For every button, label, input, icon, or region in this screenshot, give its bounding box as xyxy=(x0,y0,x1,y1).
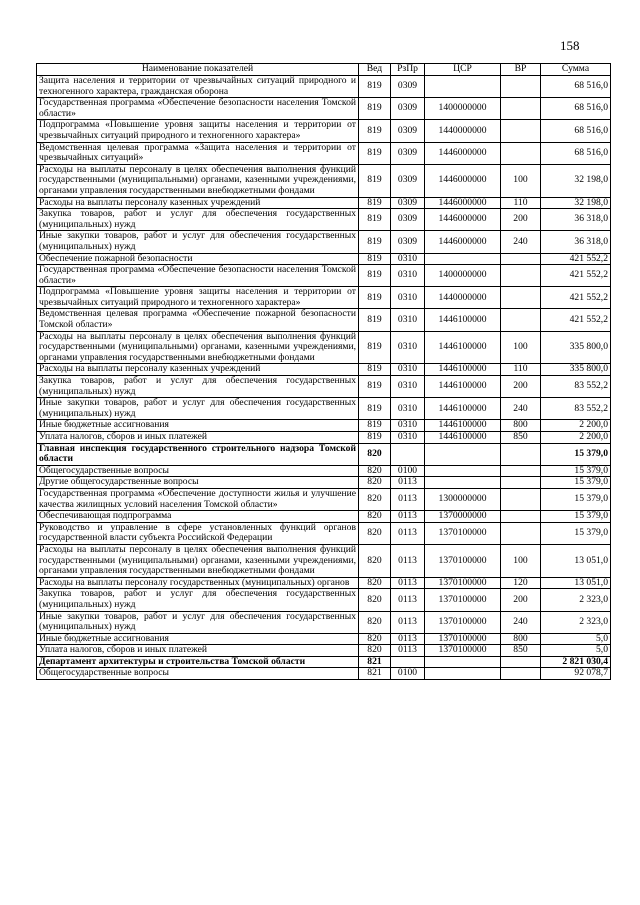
cell-vr xyxy=(501,265,541,287)
cell-name: Ведомственная целевая программа «Обеспечение пожарной безопасности Томской области» xyxy=(37,309,359,331)
table-header-row xyxy=(37,64,611,76)
cell-ved: 819 xyxy=(359,331,391,364)
cell-vr xyxy=(501,511,541,523)
cell-name: Иные закупки товаров, работ и услуг для обеспечения государственных (муниципальных) нужд xyxy=(37,231,359,253)
table-row xyxy=(37,577,611,589)
cell-name: Ведомственная целевая программа «Защита населения и территории от чрезвычайных ситуаций» xyxy=(37,142,359,164)
cell-vr: 100 xyxy=(501,331,541,364)
cell-rzpr: 0113 xyxy=(391,645,425,657)
cell-ved: 820 xyxy=(359,645,391,657)
cell-vr: 800 xyxy=(501,633,541,645)
cell-csr xyxy=(425,668,501,680)
cell-rzpr: 0113 xyxy=(391,477,425,489)
cell-ved: 820 xyxy=(359,522,391,544)
cell-vr xyxy=(501,443,541,465)
cell-name: Расходы на выплаты персоналу казенных учреждений xyxy=(37,364,359,376)
cell-sum: 421 552,2 xyxy=(541,265,611,287)
table-row xyxy=(37,668,611,680)
cell-csr: 1370100000 xyxy=(425,544,501,577)
cell-vr: 240 xyxy=(501,398,541,420)
cell-sum: 2 200,0 xyxy=(541,420,611,432)
table-row xyxy=(37,432,611,444)
cell-csr: 1446100000 xyxy=(425,309,501,331)
cell-name: Расходы на выплаты персоналу в целях обеспечения выполнения функций государственными (муниципальными) органами, казенными учреждениями, органами управления государственными внебюджетными фондами xyxy=(37,331,359,364)
cell-sum: 15 379,0 xyxy=(541,522,611,544)
cell-name: Иные бюджетные ассигнования xyxy=(37,633,359,645)
col-header-vr: ВР xyxy=(501,64,541,76)
cell-sum: 36 318,0 xyxy=(541,231,611,253)
cell-csr: 1400000000 xyxy=(425,98,501,120)
cell-csr: 1370000000 xyxy=(425,511,501,523)
table-row xyxy=(37,98,611,120)
cell-name: Руководство и управление в сфере установленных функций органов государственной власти субъекта Российской Федерации xyxy=(37,522,359,544)
cell-name: Иные закупки товаров, работ и услуг для обеспечения государственных (муниципальных) нужд xyxy=(37,611,359,633)
table-row xyxy=(37,76,611,98)
cell-ved: 819 xyxy=(359,76,391,98)
cell-csr xyxy=(425,656,501,668)
cell-rzpr: 0113 xyxy=(391,544,425,577)
cell-ved: 820 xyxy=(359,488,391,510)
cell-csr: 1446000000 xyxy=(425,197,501,209)
cell-sum: 13 051,0 xyxy=(541,544,611,577)
cell-vr xyxy=(501,465,541,477)
cell-csr: 1440000000 xyxy=(425,287,501,309)
cell-vr: 800 xyxy=(501,420,541,432)
cell-vr xyxy=(501,522,541,544)
cell-csr: 1300000000 xyxy=(425,488,501,510)
cell-ved: 819 xyxy=(359,120,391,142)
cell-rzpr: 0113 xyxy=(391,522,425,544)
cell-rzpr: 0310 xyxy=(391,376,425,398)
cell-csr: 1446000000 xyxy=(425,164,501,197)
table-row xyxy=(37,488,611,510)
cell-name: Подпрограмма «Повышение уровня защиты населения и территории от чрезвычайных ситуаций природного и техногенного характера» xyxy=(37,120,359,142)
cell-sum: 15 379,0 xyxy=(541,465,611,477)
cell-name: Департамент архитектуры и строительства Томской области xyxy=(37,656,359,668)
cell-ved: 820 xyxy=(359,544,391,577)
table-row xyxy=(37,364,611,376)
cell-ved: 819 xyxy=(359,265,391,287)
cell-sum: 2 821 030,4 xyxy=(541,656,611,668)
cell-ved: 820 xyxy=(359,611,391,633)
col-header-csr: ЦСР xyxy=(425,64,501,76)
cell-name: Иные бюджетные ассигнования xyxy=(37,420,359,432)
cell-sum: 2 200,0 xyxy=(541,432,611,444)
cell-csr xyxy=(425,465,501,477)
cell-rzpr: 0100 xyxy=(391,668,425,680)
table-row xyxy=(37,645,611,657)
table-row xyxy=(37,589,611,611)
cell-name: Уплата налогов, сборов и иных платежей xyxy=(37,432,359,444)
cell-vr xyxy=(501,76,541,98)
cell-name: Обеспечение пожарной безопасности xyxy=(37,253,359,265)
table-row xyxy=(37,142,611,164)
cell-vr: 240 xyxy=(501,231,541,253)
cell-name: Другие общегосударственные вопросы xyxy=(37,477,359,489)
cell-csr: 1370100000 xyxy=(425,522,501,544)
table-row xyxy=(37,477,611,489)
cell-name: Иные закупки товаров, работ и услуг для обеспечения государственных (муниципальных) нужд xyxy=(37,398,359,420)
cell-sum: 92 078,7 xyxy=(541,668,611,680)
cell-ved: 820 xyxy=(359,477,391,489)
cell-vr: 850 xyxy=(501,432,541,444)
cell-ved: 819 xyxy=(359,376,391,398)
cell-sum: 15 379,0 xyxy=(541,488,611,510)
cell-csr: 1446100000 xyxy=(425,432,501,444)
cell-vr: 110 xyxy=(501,197,541,209)
table-row xyxy=(37,164,611,197)
table-row xyxy=(37,209,611,231)
cell-rzpr: 0310 xyxy=(391,420,425,432)
cell-ved: 819 xyxy=(359,142,391,164)
cell-sum: 2 323,0 xyxy=(541,589,611,611)
cell-csr: 1446000000 xyxy=(425,142,501,164)
cell-vr xyxy=(501,287,541,309)
table-row xyxy=(37,544,611,577)
table-row xyxy=(37,331,611,364)
cell-ved: 820 xyxy=(359,511,391,523)
cell-sum: 32 198,0 xyxy=(541,164,611,197)
cell-csr xyxy=(425,477,501,489)
cell-vr: 850 xyxy=(501,645,541,657)
cell-ved: 819 xyxy=(359,98,391,120)
cell-rzpr: 0309 xyxy=(391,98,425,120)
cell-sum: 36 318,0 xyxy=(541,209,611,231)
budget-table xyxy=(36,63,611,680)
cell-ved: 821 xyxy=(359,656,391,668)
cell-vr xyxy=(501,656,541,668)
cell-sum: 15 379,0 xyxy=(541,477,611,489)
cell-vr: 100 xyxy=(501,544,541,577)
cell-name: Уплата налогов, сборов и иных платежей xyxy=(37,645,359,657)
table-row xyxy=(37,633,611,645)
cell-rzpr xyxy=(391,443,425,465)
cell-sum: 32 198,0 xyxy=(541,197,611,209)
cell-csr xyxy=(425,253,501,265)
cell-rzpr: 0310 xyxy=(391,265,425,287)
cell-sum: 421 552,2 xyxy=(541,253,611,265)
cell-csr: 1446100000 xyxy=(425,376,501,398)
cell-sum: 83 552,2 xyxy=(541,376,611,398)
cell-ved: 819 xyxy=(359,231,391,253)
cell-name: Общегосударственные вопросы xyxy=(37,465,359,477)
cell-rzpr: 0310 xyxy=(391,398,425,420)
cell-sum: 2 323,0 xyxy=(541,611,611,633)
cell-vr xyxy=(501,98,541,120)
cell-name: Государственная программа «Обеспечение доступности жилья и улучшение качества жилищных условий населения Томской области» xyxy=(37,488,359,510)
cell-sum: 68 516,0 xyxy=(541,120,611,142)
cell-sum: 68 516,0 xyxy=(541,142,611,164)
table-row xyxy=(37,265,611,287)
cell-vr: 240 xyxy=(501,611,541,633)
cell-csr: 1440000000 xyxy=(425,120,501,142)
cell-vr xyxy=(501,253,541,265)
cell-csr: 1370100000 xyxy=(425,577,501,589)
table-row xyxy=(37,398,611,420)
page-number: 158 xyxy=(560,38,580,53)
cell-rzpr: 0310 xyxy=(391,331,425,364)
cell-sum: 13 051,0 xyxy=(541,577,611,589)
table-row xyxy=(37,309,611,331)
cell-vr: 200 xyxy=(501,376,541,398)
cell-rzpr: 0310 xyxy=(391,432,425,444)
cell-vr xyxy=(501,142,541,164)
cell-ved: 820 xyxy=(359,633,391,645)
cell-sum: 421 552,2 xyxy=(541,309,611,331)
cell-vr: 110 xyxy=(501,364,541,376)
table-row xyxy=(37,197,611,209)
col-header-name: Наименование показателей xyxy=(37,64,359,76)
table-row xyxy=(37,231,611,253)
cell-rzpr: 0310 xyxy=(391,287,425,309)
cell-csr xyxy=(425,443,501,465)
table-row xyxy=(37,287,611,309)
cell-name: Подпрограмма «Повышение уровня защиты населения и территории от чрезвычайных ситуаций природного и техногенного характера» xyxy=(37,287,359,309)
cell-rzpr: 0113 xyxy=(391,633,425,645)
cell-sum: 15 379,0 xyxy=(541,443,611,465)
cell-ved: 819 xyxy=(359,209,391,231)
cell-csr: 1446100000 xyxy=(425,331,501,364)
cell-name: Расходы на выплаты персоналу в целях обеспечения выполнения функций государственными (муниципальными) органами, казенными учреждениями, органами управления государственными внебюджетными фондами xyxy=(37,164,359,197)
table-row xyxy=(37,376,611,398)
cell-name: Государственная программа «Обеспечение безопасности населения Томской области» xyxy=(37,265,359,287)
cell-name: Закупка товаров, работ и услуг для обеспечения государственных (муниципальных) нужд xyxy=(37,589,359,611)
cell-ved: 819 xyxy=(359,309,391,331)
col-header-rzpr: РзПр xyxy=(391,64,425,76)
cell-ved: 819 xyxy=(359,420,391,432)
cell-rzpr: 0113 xyxy=(391,488,425,510)
cell-name: Расходы на выплаты персоналу государственных (муниципальных) органов xyxy=(37,577,359,589)
cell-rzpr: 0309 xyxy=(391,231,425,253)
cell-ved: 819 xyxy=(359,364,391,376)
cell-csr: 1446100000 xyxy=(425,420,501,432)
table-row xyxy=(37,656,611,668)
table-row xyxy=(37,522,611,544)
cell-rzpr xyxy=(391,656,425,668)
cell-csr: 1446100000 xyxy=(425,364,501,376)
cell-name: Обеспечивающая подпрограмма xyxy=(37,511,359,523)
cell-name: Защита населения и территории от чрезвычайных ситуаций природного и техногенного характера, гражданская оборона xyxy=(37,76,359,98)
cell-ved: 820 xyxy=(359,589,391,611)
table-row xyxy=(37,420,611,432)
cell-rzpr: 0113 xyxy=(391,589,425,611)
cell-csr: 1370100000 xyxy=(425,633,501,645)
cell-rzpr: 0113 xyxy=(391,511,425,523)
cell-name: Главная инспекция государственного строительного надзора Томской области xyxy=(37,443,359,465)
cell-name: Общегосударственные вопросы xyxy=(37,668,359,680)
cell-sum: 83 552,2 xyxy=(541,398,611,420)
cell-rzpr: 0309 xyxy=(391,164,425,197)
cell-csr xyxy=(425,76,501,98)
cell-rzpr: 0113 xyxy=(391,611,425,633)
cell-csr: 1446100000 xyxy=(425,398,501,420)
cell-ved: 819 xyxy=(359,432,391,444)
cell-name: Закупка товаров, работ и услуг для обеспечения государственных (муниципальных) нужд xyxy=(37,209,359,231)
cell-name: Закупка товаров, работ и услуг для обеспечения государственных (муниципальных) нужд xyxy=(37,376,359,398)
cell-ved: 820 xyxy=(359,443,391,465)
cell-csr: 1446000000 xyxy=(425,231,501,253)
cell-csr: 1370100000 xyxy=(425,589,501,611)
cell-vr: 200 xyxy=(501,589,541,611)
cell-name: Расходы на выплаты персоналу в целях обеспечения выполнения функций государственными (муниципальными) органами, казенными учреждениями, органами управления государственными внебюджетными фондами xyxy=(37,544,359,577)
table-row xyxy=(37,253,611,265)
cell-sum: 68 516,0 xyxy=(541,76,611,98)
cell-csr: 1400000000 xyxy=(425,265,501,287)
cell-vr: 100 xyxy=(501,164,541,197)
cell-vr xyxy=(501,488,541,510)
cell-csr: 1370100000 xyxy=(425,611,501,633)
cell-csr: 1370100000 xyxy=(425,645,501,657)
cell-vr xyxy=(501,309,541,331)
table-row xyxy=(37,120,611,142)
cell-sum: 421 552,2 xyxy=(541,287,611,309)
cell-sum: 5,0 xyxy=(541,645,611,657)
cell-vr: 120 xyxy=(501,577,541,589)
cell-name: Государственная программа «Обеспечение безопасности населения Томской области» xyxy=(37,98,359,120)
table-row xyxy=(37,443,611,465)
cell-ved: 819 xyxy=(359,253,391,265)
cell-ved: 819 xyxy=(359,398,391,420)
table-row xyxy=(37,611,611,633)
cell-rzpr: 0310 xyxy=(391,364,425,376)
cell-name: Расходы на выплаты персоналу казенных учреждений xyxy=(37,197,359,209)
cell-rzpr: 0309 xyxy=(391,209,425,231)
cell-sum: 335 800,0 xyxy=(541,364,611,376)
col-header-sum: Сумма xyxy=(541,64,611,76)
cell-sum: 68 516,0 xyxy=(541,98,611,120)
cell-ved: 820 xyxy=(359,577,391,589)
cell-rzpr: 0310 xyxy=(391,309,425,331)
col-header-ved: Вед xyxy=(359,64,391,76)
cell-csr: 1446000000 xyxy=(425,209,501,231)
cell-ved: 819 xyxy=(359,287,391,309)
table-row xyxy=(37,465,611,477)
cell-ved: 820 xyxy=(359,465,391,477)
cell-rzpr: 0100 xyxy=(391,465,425,477)
cell-vr xyxy=(501,668,541,680)
cell-rzpr: 0309 xyxy=(391,142,425,164)
cell-rzpr: 0309 xyxy=(391,197,425,209)
cell-rzpr: 0113 xyxy=(391,577,425,589)
cell-rzpr: 0309 xyxy=(391,120,425,142)
table-row xyxy=(37,511,611,523)
table-body xyxy=(37,76,611,680)
cell-sum: 5,0 xyxy=(541,633,611,645)
cell-vr: 200 xyxy=(501,209,541,231)
cell-rzpr: 0309 xyxy=(391,76,425,98)
cell-ved: 821 xyxy=(359,668,391,680)
cell-ved: 819 xyxy=(359,164,391,197)
cell-sum: 335 800,0 xyxy=(541,331,611,364)
cell-sum: 15 379,0 xyxy=(541,511,611,523)
cell-vr xyxy=(501,477,541,489)
cell-vr xyxy=(501,120,541,142)
cell-rzpr: 0310 xyxy=(391,253,425,265)
cell-ved: 819 xyxy=(359,197,391,209)
